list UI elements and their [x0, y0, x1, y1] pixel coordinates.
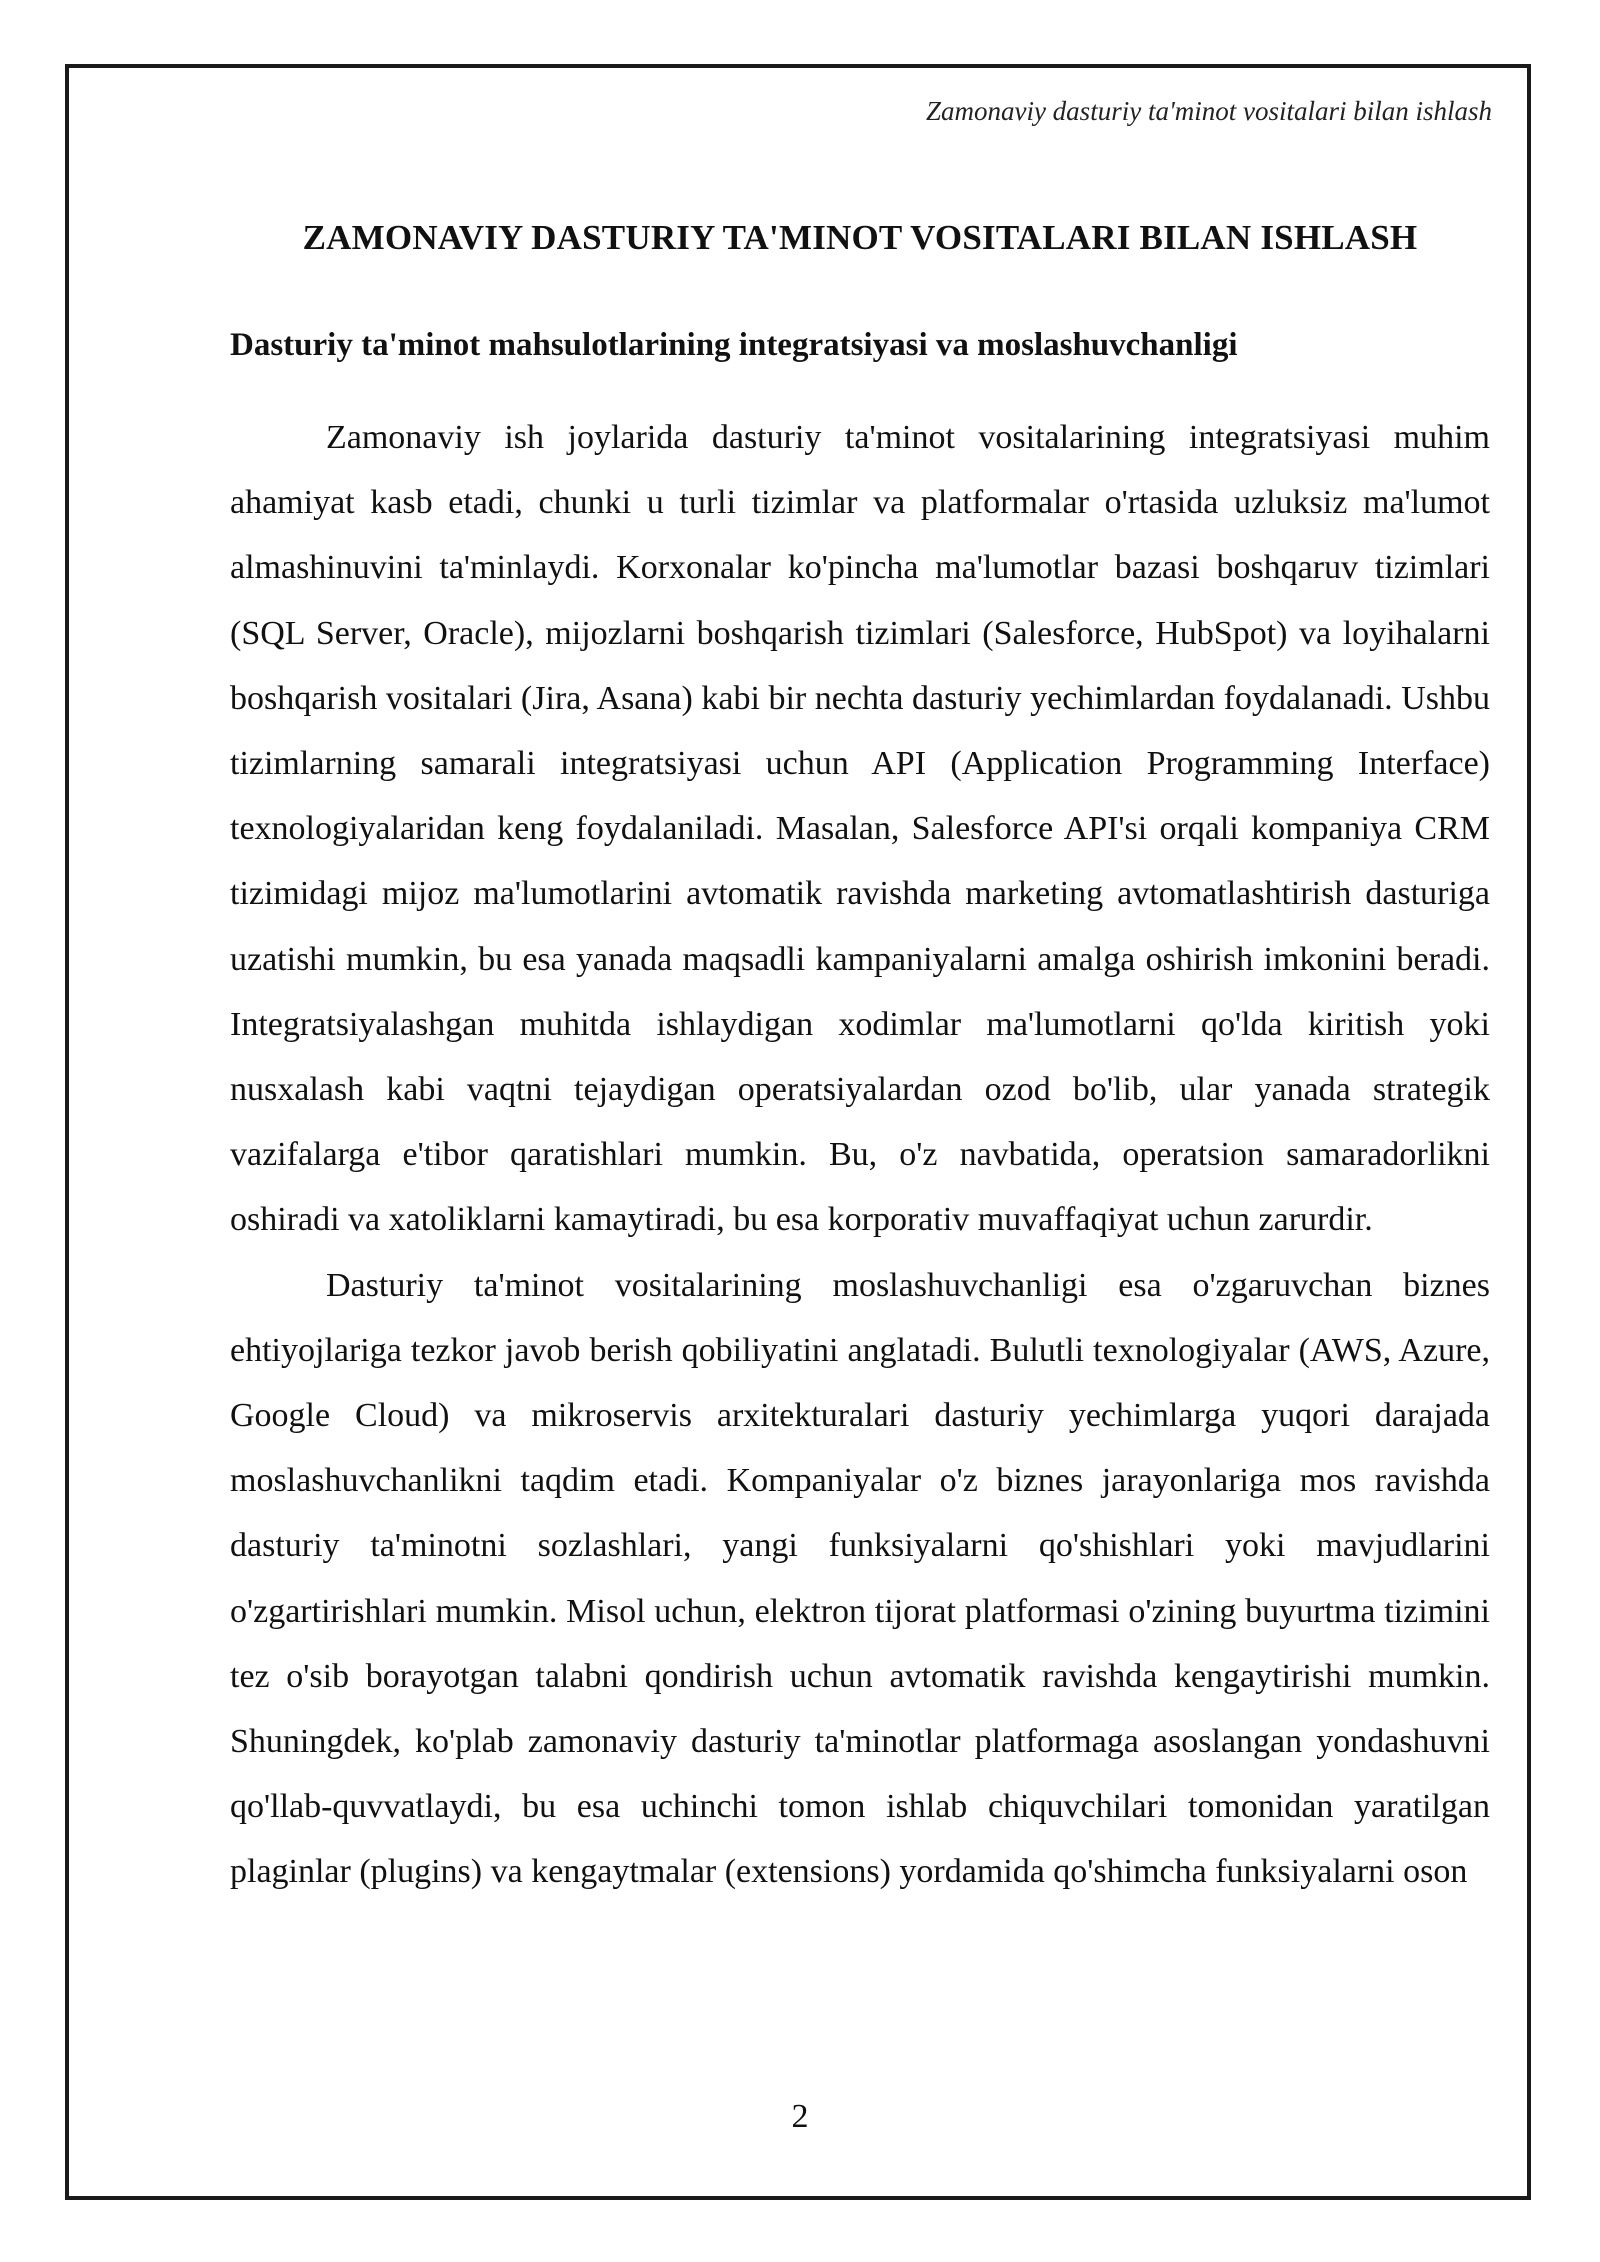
paragraph-integration: Zamonaviy ish joylarida dasturiy ta'minot vositalarining integratsiyasi muhim ahamiyat kasb etadi, chunki u turli tizimlar va platformalar o'rtasida uzluksiz ma'lumot almashinuvini ta'minlaydi. Korxonalar ko'pincha ma'lumotlar bazasi boshqaruv tizimlari (SQL Server, Oracle), mijozlarni boshqarish tizimlari (Salesforce, HubSpot) va loyihalarni boshqarish vositalari (Jira, Asana) kabi bir nechta dasturiy yechimlardan foydalanadi. Ushbu tizimlarning samarali integratsiyasi uchun API (Application Programming Interface) texnologiyalaridan keng foydalaniladi. Masalan, Salesforce API'si orqali kompaniya CRM tizimidagi mijoz ma'lumotlarini avtomatik ravishda marketing avtomatlashtirish dasturiga uzatishi mumkin, bu esa yanada maqsadli kampaniyalarni amalga oshirish imkonini beradi. Integratsiyalashgan muhitda ishlaydigan xodimlar ma'lumotlarni qo'lda kiritish yoki nusxalash kabi vaqtni tejaydigan operatsiyalardan ozod bo'lib, ular yanada strategik vazifalarga e'tibor qaratishlari mumkin. Bu, o'z navbatida, operatsion samaradorlikni oshiradi va xatoliklarni kamaytiradi, bu esa korporativ muvaffaqiyat uchun zarurdir. [230, 419, 1490, 1239]
body-text [230, 405, 1490, 1905]
running-header: Zamonaviy dasturiy ta'minot vositalari bilan ishlash [925, 96, 1492, 126]
section-heading: Dasturiy ta'minot mahsulotlarining integratsiyasi va moslashuvchanligi [230, 327, 1238, 363]
page-number: 2 [791, 2098, 809, 2135]
paragraph-flexibility: Dasturiy ta'minot vositalarining moslashuvchanligi esa o'zgaruvchan biznes ehtiyojlariga tezkor javob berish qobiliyatini anglatadi. Bulutli texnologiyalar (AWS, Azure, Google Cloud) va mikroservis arxitekturalari dasturiy yechimlarga yuqori darajada moslashuvchanlikni taqdim etadi. Kompaniyalar o'z biznes jarayonlariga mos ravishda dasturiy ta'minotni sozlashlari, yangi funksiyalarni qo'shishlari yoki mavjudlarini o'zgartirishlari mumkin. Misol uchun, elektron tijorat platformasi o'zining buyurtma tizimini tez o'sib borayotgan talabni qondirish uchun avtomatik ravishda kengaytirishi mumkin. Shuningdek, ko'plab zamonaviy dasturiy ta'minotlar platformaga asoslangan yondashuvni qo'llab-quvvatlaydi, bu esa uchinchi tomon ishlab chiquvchilari tomonidan yaratilgan plaginlar (plugins) va kengaytmalar (extensions) yordamida qo'shimcha funksiyalarni oson [230, 1266, 1490, 1891]
document-title: ZAMONAVIY DASTURIY TA'MINOT VOSITALARI BILAN ISHLASH [302, 218, 1418, 257]
